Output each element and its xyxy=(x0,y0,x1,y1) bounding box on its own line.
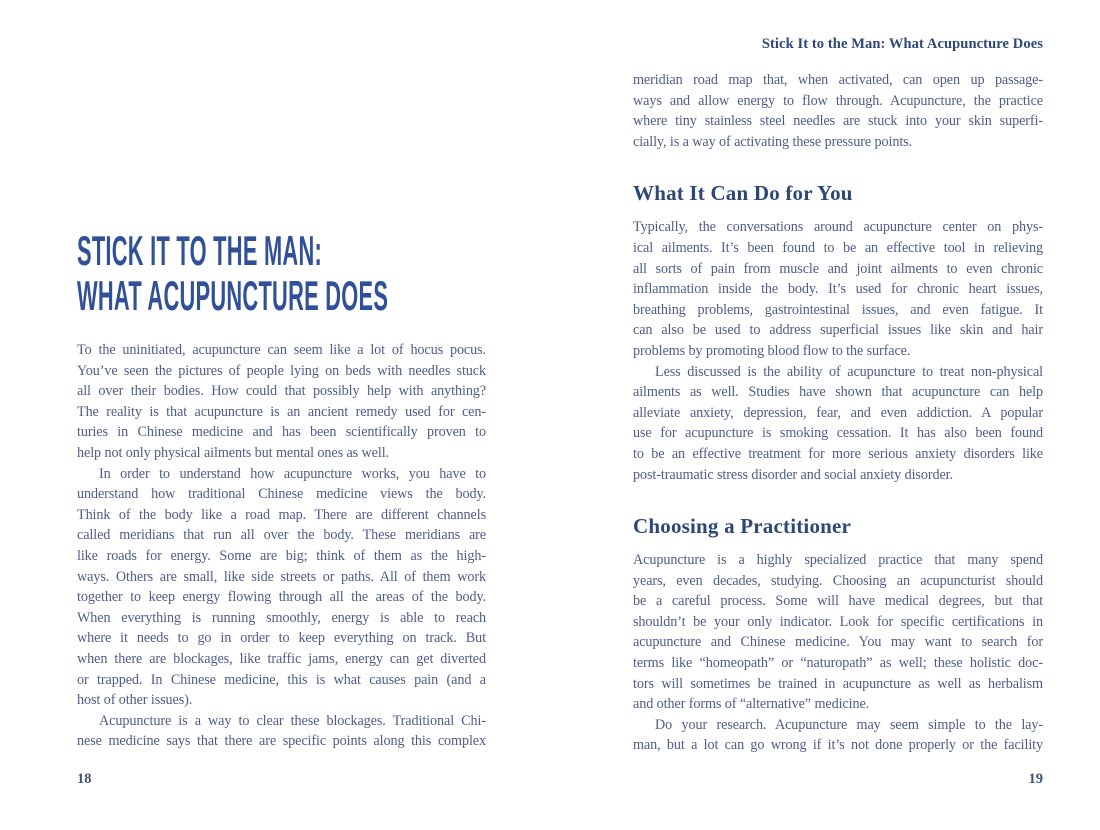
body-line: Less discussed is the ability of acupuncture to treat non-physical xyxy=(655,363,1043,380)
body-line: alleviate anxiety, depression, fear, and even addiction. A popular xyxy=(633,404,1043,421)
body-line: Typically, the conversations around acupuncture center on phys- xyxy=(633,219,1043,236)
section-heading: What It Can Do for You xyxy=(633,181,853,206)
body-line: understand how traditional Chinese medicine views the body. xyxy=(77,486,486,503)
body-line: all over their bodies. How could that possibly help with anything? xyxy=(77,383,486,400)
chapter-title xyxy=(77,228,388,318)
body-line: Do your research. Acupuncture may seem simple to the lay- xyxy=(655,716,1043,733)
body-line: where tiny stainless steel needles are stuck into your skin superfi- xyxy=(633,113,1043,130)
body-line: When everything is running smoothly, energy is able to reach xyxy=(77,609,486,626)
body-line: terms like “homeopath” or “naturopath” as well; these holistic doc- xyxy=(633,655,1043,672)
body-line: You’ve seen the pictures of people lying on beds with needles stuck xyxy=(77,362,486,379)
page-number-right: 19 xyxy=(1028,771,1043,787)
body-line: and other forms of “alternative” medicine. xyxy=(633,696,870,713)
body-line: together to keep energy flowing through all the areas of the body. xyxy=(77,589,486,606)
body-line: ailments as well. Studies have shown that acupuncture can help xyxy=(633,384,1043,401)
body-line: host of other issues). xyxy=(77,692,193,709)
paragraph xyxy=(633,550,1043,715)
paragraph xyxy=(77,464,486,711)
paragraph xyxy=(77,711,486,752)
right-page-body xyxy=(633,70,1043,756)
body-line: shouldn’t be your only indicator. Look for specific certifications in xyxy=(633,613,1043,630)
body-line: meridian road map that, when activated, can open up passage- xyxy=(633,72,1043,88)
body-line: nese medicine says that there are specific points along this complex xyxy=(77,733,486,750)
body-line: years, even decades, studying. Choosing an acupuncturist should xyxy=(633,572,1043,589)
body-line: breathing problems, gastrointestinal issues, and even fatigue. It xyxy=(633,301,1043,318)
paragraph xyxy=(633,217,1043,361)
paragraph xyxy=(77,340,486,464)
body-line: In order to understand how acupuncture works, you have to xyxy=(99,465,486,482)
body-line: or trapped. In Chinese medicine, this is what causes pain (and a xyxy=(77,671,486,688)
body-line: cially, is a way of activating these pressure points. xyxy=(633,133,913,150)
body-line: all sorts of pain from muscle and joint ailments to even chronic xyxy=(633,260,1043,277)
body-line: Acupuncture is a way to clear these blockages. Traditional Chi- xyxy=(99,712,486,729)
body-line: called meridians that run all over the body. These meridians are xyxy=(77,527,486,544)
body-line: tors will sometimes be trained in acupuncture as well as herbalism xyxy=(633,675,1043,692)
body-line: ways and allow energy to flow through. Acupuncture, the practice xyxy=(633,92,1043,109)
page-right xyxy=(550,0,1100,830)
body-line: man, but a lot can go wrong if it’s not done properly or the facility xyxy=(633,737,1043,754)
paragraph xyxy=(633,362,1043,486)
body-line: ways. Others are small, like side streets or paths. All of them work xyxy=(77,568,486,585)
body-line: help not only physical ailments but mental ones as well. xyxy=(77,444,389,461)
body-line: ical ailments. It’s been found to be an effective tool in relieving xyxy=(633,239,1043,256)
body-line: The reality is that acupuncture is an ancient remedy used for cen- xyxy=(77,403,486,420)
chapter-title-line1: STICK IT TO THE MAN: xyxy=(77,227,323,274)
body-line: turies in Chinese medicine and has been scientifically proven to xyxy=(77,424,486,441)
body-line: inflammation inside the body. It’s used for chronic heart issues, xyxy=(633,281,1043,298)
body-line: be a careful process. Some will have medical degrees, but that xyxy=(633,593,1043,610)
left-page-body xyxy=(77,340,486,752)
body-line: like roads for energy. Some are big; think of them as the high- xyxy=(77,547,486,564)
chapter-title-line2: WHAT ACUPUNCTURE DOES xyxy=(77,272,389,319)
body-line: where it needs to go in order to keep everything on track. But xyxy=(77,630,486,647)
section-heading: Choosing a Practitioner xyxy=(633,514,852,539)
paragraph xyxy=(633,70,1043,152)
paragraph xyxy=(633,715,1043,756)
body-line: can also be used to address superficial issues like skin and hair xyxy=(633,322,1043,339)
body-line: To the uninitiated, acupuncture can seem like a lot of hocus pocus. xyxy=(77,342,486,358)
body-line: to be an effective treatment for more serious anxiety disorders like xyxy=(633,445,1043,462)
body-line: use for acupuncture is smoking cessation. It has also been found xyxy=(633,425,1043,442)
body-line: when there are blockages, like traffic jams, energy can get diverted xyxy=(77,650,486,667)
body-line: Acupuncture is a highly specialized practice that many spend xyxy=(633,552,1043,569)
running-header: Stick It to the Man: What Acupuncture Does xyxy=(761,36,1043,52)
body-line: problems by promoting blood flow to the surface. xyxy=(633,342,911,359)
body-line: acupuncture and Chinese medicine. You may want to search for xyxy=(633,634,1043,651)
body-line: Think of the body like a road map. There are different channels xyxy=(77,506,486,523)
body-line: post-traumatic stress disorder and social anxiety disorder. xyxy=(633,466,953,483)
page-number-left: 18 xyxy=(77,771,92,787)
